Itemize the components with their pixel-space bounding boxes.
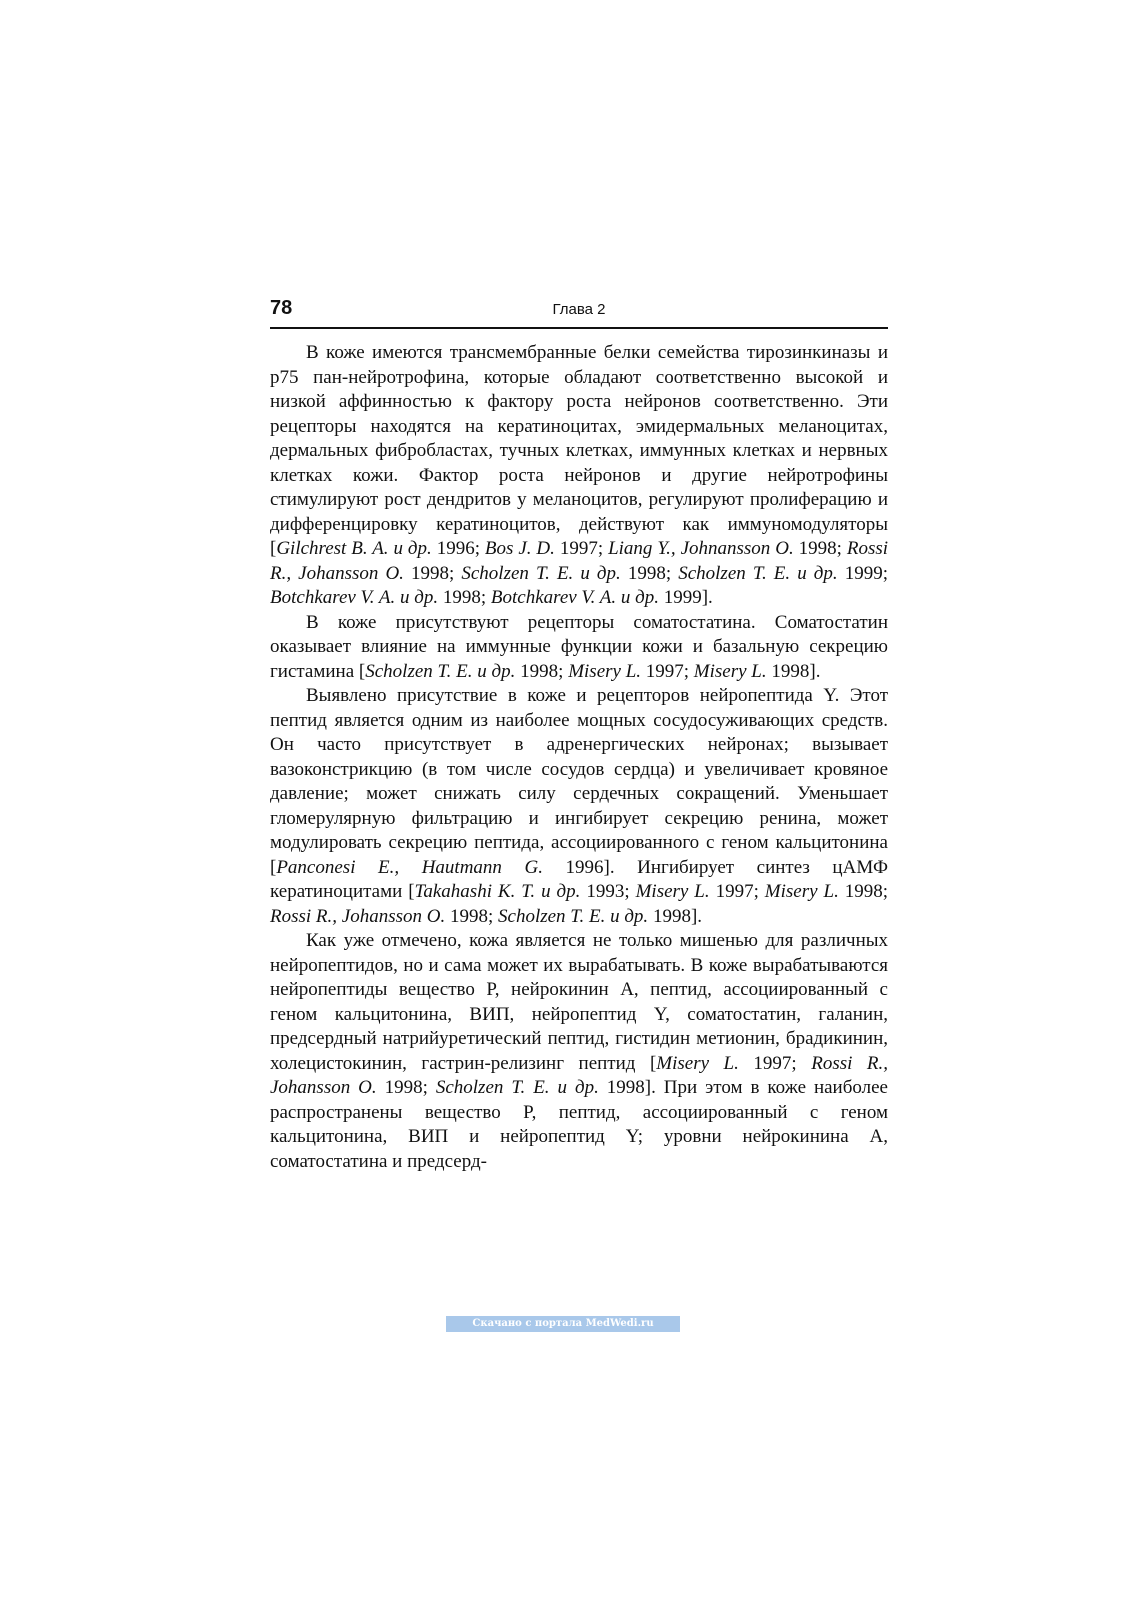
paragraph: Выявлено присутствие в коже и рецепторов нейропептида Y. Этот пептид является одним из наиболее мощных сосудосуживающих средств. Он часто присутствует в адренергических нейронах; вызывает вазоконстрикцию (в том числе сосудов сердца) и увеличивает кровяное давление; может снижать силу сердечных сокращений. Уменьшает гломерулярную фильтрацию и ингибирует секрецию ренина, может модулировать секрецию пептида, ассоциированного с геном кальцитонина [Panconesi E., Hautmann G. 1996]. Ингибирует синтез цАМФ кератиноцитами [Takahashi K. T. и др. 1993; Misery L. 1997; Misery L. 1998; Rossi R., Johansson O. 1998; Scholzen T. E. и др. 1998].: [270, 685, 889, 927]
citation-author: Bos J. D.: [484, 538, 555, 559]
citation-author: Scholzen T. E. и др.: [678, 562, 838, 584]
citation-author: Rossi R., Johansson O.: [270, 538, 889, 584]
citation-author: Rossi R., Johansson O.: [270, 905, 446, 927]
citation-author: Takahashi K. T. и др.: [414, 881, 581, 902]
citation-author: Panconesi E., Hautmann G.: [276, 856, 543, 878]
paragraph: В коже имеются трансмембранные белки семейства тирозинкиназы и p75 пан-нейротрофина, которые обладают соответственно высокой и низкой аффинностью к фактору роста нейронов соответственно. Эти рецепторы находятся на кератиноцитах, эмидермальных меланоцитах, дермальных фибробластах, тучных клетках, иммунных клетках и нервных клетках кожи. Фактор роста нейронов и другие нейротрофины стимулируют рост дендритов у меланоцитов, регулируют пролиферацию и дифференцировку кератиноцитов, действуют как иммуномодуляторы [Gilchrest B. A. и др. 1996; Bos J. D. 1997; Liang Y., Johnansson O. 1998; Rossi R., Johansson O. 1998; Scholzen T. E. и др. 1998; Scholzen T. E. и др. 1999; Botchkarev V. A. и др. 1998; Botchkarev V. A. и др. 1999].: [270, 342, 889, 608]
citation-author: Gilchrest B. A. и др.: [276, 538, 432, 559]
citation-author: Liang Y., Johnansson O.: [608, 538, 794, 559]
citation-author: Scholzen T. E. и др.: [461, 562, 621, 584]
citation-author: Misery L.: [635, 881, 710, 902]
citation-author: Misery L.: [764, 881, 839, 902]
chapter-title: Глава 2: [552, 301, 606, 318]
citation-author: Misery L.: [568, 660, 642, 682]
book-page: [270, 295, 888, 1174]
citation-author: Scholzen T. E. и др.: [365, 660, 516, 682]
citation-author: Misery L.: [656, 1052, 739, 1074]
running-head: [270, 295, 888, 329]
body-text: [270, 341, 888, 1174]
citation-author: Rossi R., Johansson O.: [270, 1052, 889, 1098]
citation-author: Scholzen T. E. и др.: [498, 905, 649, 927]
citation-author: Botchkarev V. A. и др.: [270, 587, 439, 608]
page-number: 78: [270, 297, 293, 319]
paragraph: Как уже отмечено, кожа является не только мишенью для различных нейропептидов, но и сама может их вырабатывать. В коже вырабатываются нейропептиды вещество P, нейрокинин A, пептид, ассоциированный с геном кальцитонина, ВИП, нейропептид Y, соматостатин, галанин, предсердный натрийуретический пептид, гистидин метионин, брадикинин, холецистокинин, гастрин-релизинг пептид [Misery L. 1997; Rossi R., Johansson O. 1998; Scholzen T. E. и др. 1998]. При этом в коже наиболее распространены вещество P, пептид, ассоциированный с геном кальцитонина, ВИП и нейропептид Y; уровни нейрокинина A, соматостатина и предсерд-: [270, 930, 889, 1172]
download-source-banner[interactable]: Скачано с портала MedWedi.ru: [446, 1316, 680, 1332]
citation-author: Scholzen T. E. и др.: [435, 1077, 599, 1098]
citation-author: Botchkarev V. A. и др.: [490, 587, 659, 608]
citation-author: Misery L.: [693, 660, 767, 682]
paragraph: В коже присутствуют рецепторы соматостатина. Соматостатин оказывает влияние на иммунные функции кожи и базальную секрецию гистамина [Scholzen T. E. и др. 1998; Misery L. 1997; Misery L. 1998].: [270, 611, 888, 682]
